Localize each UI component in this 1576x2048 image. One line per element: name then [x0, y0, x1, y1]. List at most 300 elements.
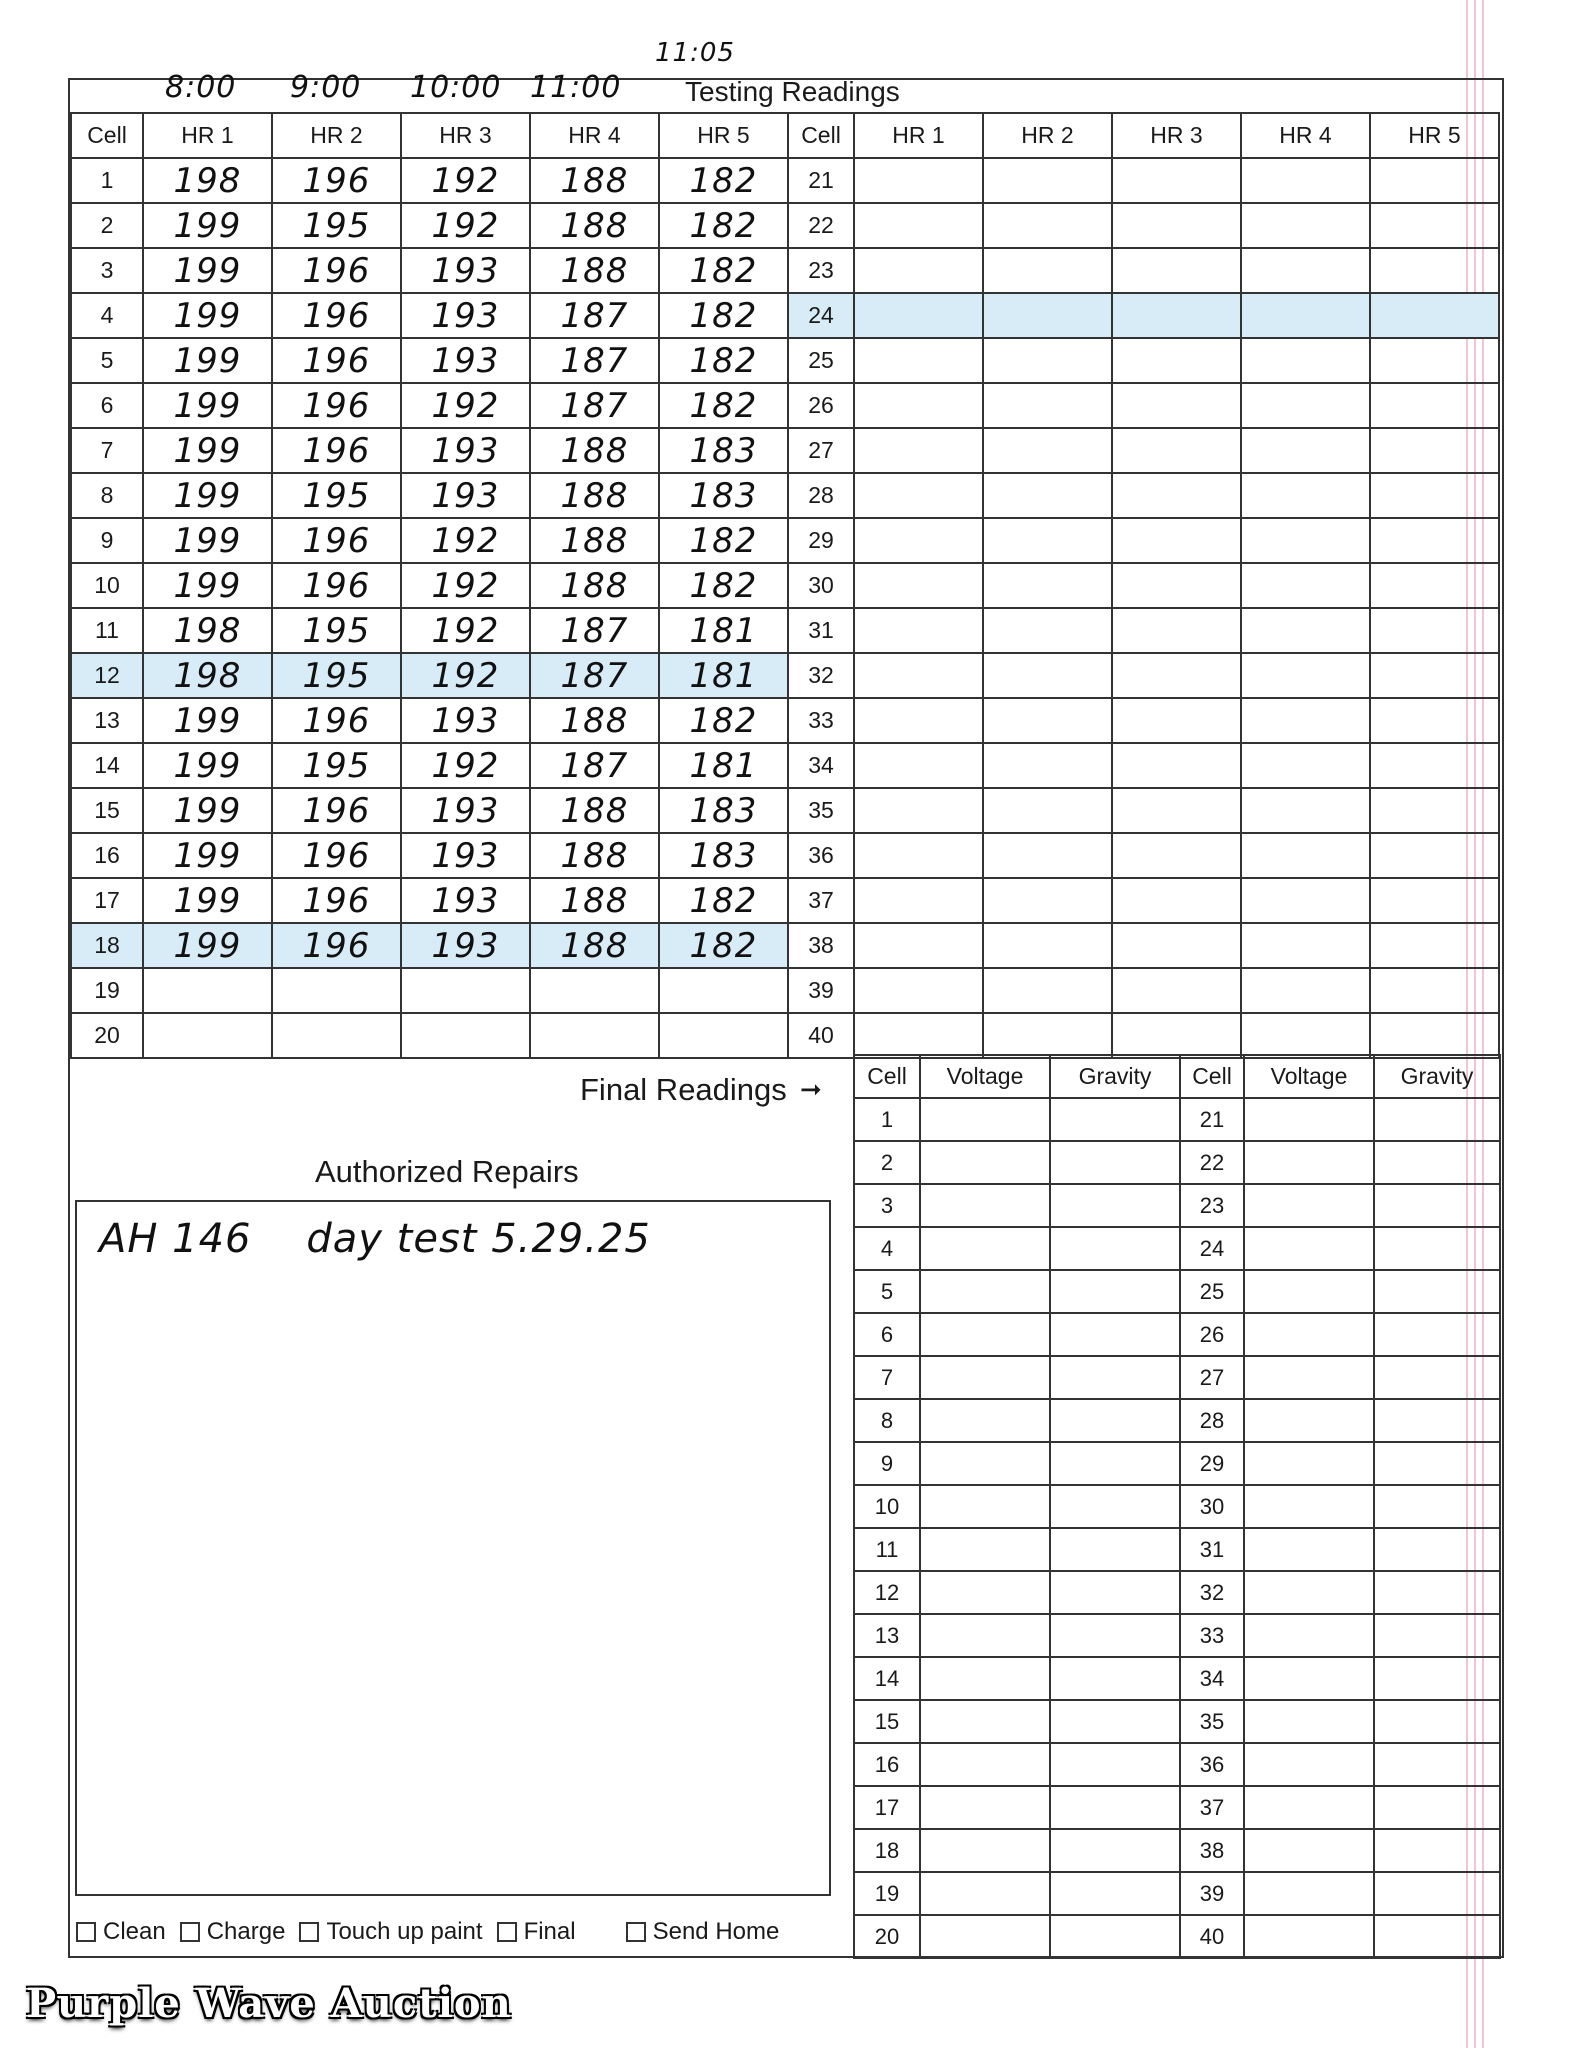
reading-cell[interactable] [854, 473, 983, 518]
gravity-cell[interactable] [1050, 1786, 1180, 1829]
gravity-cell[interactable] [1050, 1700, 1180, 1743]
reading-cell[interactable]: 182 [659, 878, 788, 923]
reading-cell[interactable]: 182 [659, 293, 788, 338]
reading-cell[interactable] [1112, 293, 1241, 338]
checkbox-final[interactable] [497, 1918, 576, 1946]
voltage-cell[interactable] [920, 1528, 1050, 1571]
voltage-cell[interactable] [1244, 1313, 1374, 1356]
reading-cell[interactable] [983, 608, 1112, 653]
voltage-cell[interactable] [1244, 1141, 1374, 1184]
reading-cell[interactable] [983, 428, 1112, 473]
reading-cell[interactable]: 199 [143, 833, 272, 878]
gravity-cell[interactable] [1374, 1915, 1500, 1958]
gravity-cell[interactable] [1050, 1872, 1180, 1915]
reading-cell[interactable]: 192 [401, 383, 530, 428]
voltage-cell[interactable] [1244, 1184, 1374, 1227]
reading-cell[interactable] [983, 473, 1112, 518]
voltage-cell[interactable] [1244, 1356, 1374, 1399]
reading-cell[interactable]: 183 [659, 833, 788, 878]
checkbox-square-icon[interactable] [626, 1922, 646, 1942]
reading-cell[interactable] [1112, 923, 1241, 968]
reading-cell[interactable] [143, 1013, 272, 1058]
reading-cell[interactable] [983, 293, 1112, 338]
reading-cell[interactable] [272, 968, 401, 1013]
voltage-cell[interactable] [1244, 1270, 1374, 1313]
reading-cell[interactable]: 188 [530, 563, 659, 608]
reading-cell[interactable]: 195 [272, 473, 401, 518]
gravity-cell[interactable] [1374, 1528, 1500, 1571]
gravity-cell[interactable] [1050, 1356, 1180, 1399]
gravity-cell[interactable] [1374, 1700, 1500, 1743]
reading-cell[interactable] [854, 1013, 983, 1058]
reading-cell[interactable] [1112, 833, 1241, 878]
gravity-cell[interactable] [1050, 1313, 1180, 1356]
reading-cell[interactable]: 196 [272, 788, 401, 833]
reading-cell[interactable]: 183 [659, 428, 788, 473]
reading-cell[interactable]: 183 [659, 788, 788, 833]
reading-cell[interactable]: 199 [143, 428, 272, 473]
reading-cell[interactable] [1112, 338, 1241, 383]
reading-cell[interactable] [1241, 473, 1370, 518]
reading-cell[interactable] [1370, 743, 1499, 788]
col-header: HR 1 [143, 113, 272, 158]
checkbox-send-home[interactable] [626, 1918, 780, 1946]
voltage-cell[interactable] [1244, 1098, 1374, 1141]
reading-cell[interactable] [1370, 248, 1499, 293]
reading-cell[interactable] [983, 338, 1112, 383]
reading-cell[interactable]: 193 [401, 923, 530, 968]
reading-cell[interactable]: 199 [143, 383, 272, 428]
reading-cell[interactable]: 198 [143, 608, 272, 653]
reading-cell[interactable] [1241, 338, 1370, 383]
reading-cell[interactable] [854, 158, 983, 203]
reading-cell[interactable]: 199 [143, 923, 272, 968]
reading-cell[interactable]: 196 [272, 428, 401, 473]
voltage-cell[interactable] [920, 1786, 1050, 1829]
gravity-cell[interactable] [1374, 1743, 1500, 1786]
gravity-cell[interactable] [1050, 1270, 1180, 1313]
reading-cell[interactable] [983, 788, 1112, 833]
voltage-cell[interactable] [920, 1571, 1050, 1614]
reading-cell[interactable] [983, 518, 1112, 563]
cell-number: 28 [788, 473, 854, 518]
reading-cell[interactable]: 187 [530, 293, 659, 338]
voltage-cell[interactable] [920, 1700, 1050, 1743]
reading-cell[interactable] [983, 653, 1112, 698]
checkbox-square-icon[interactable] [497, 1922, 517, 1942]
reading-cell[interactable] [1241, 788, 1370, 833]
checkbox-clean[interactable] [76, 1918, 166, 1946]
voltage-cell[interactable] [920, 1227, 1050, 1270]
voltage-cell[interactable] [920, 1657, 1050, 1700]
reading-cell[interactable]: 182 [659, 383, 788, 428]
reading-cell[interactable]: 196 [272, 248, 401, 293]
reading-cell[interactable]: 196 [272, 383, 401, 428]
gravity-cell[interactable] [1374, 1184, 1500, 1227]
gravity-cell[interactable] [1374, 1829, 1500, 1872]
reading-cell[interactable]: 193 [401, 833, 530, 878]
reading-cell[interactable]: 195 [272, 203, 401, 248]
gravity-cell[interactable] [1050, 1141, 1180, 1184]
voltage-cell[interactable] [920, 1184, 1050, 1227]
reading-cell[interactable]: 182 [659, 563, 788, 608]
reading-cell[interactable] [854, 338, 983, 383]
reading-cell[interactable] [1370, 563, 1499, 608]
reading-cell[interactable] [1241, 248, 1370, 293]
gravity-cell[interactable] [1050, 1657, 1180, 1700]
reading-cell[interactable]: 188 [530, 203, 659, 248]
reading-cell[interactable]: 195 [272, 743, 401, 788]
reading-cell[interactable]: 188 [530, 833, 659, 878]
gravity-cell[interactable] [1050, 1442, 1180, 1485]
reading-cell[interactable]: 193 [401, 428, 530, 473]
reading-cell[interactable]: 192 [401, 158, 530, 203]
reading-cell[interactable] [854, 968, 983, 1013]
voltage-cell[interactable] [1244, 1657, 1374, 1700]
checkbox-square-icon[interactable] [76, 1922, 96, 1942]
reading-cell[interactable]: 188 [530, 698, 659, 743]
reading-cell[interactable] [530, 968, 659, 1013]
reading-cell[interactable] [1241, 653, 1370, 698]
reading-cell[interactable]: 199 [143, 563, 272, 608]
voltage-cell[interactable] [1244, 1528, 1374, 1571]
voltage-cell[interactable] [920, 1356, 1050, 1399]
authorized-repairs-box[interactable] [75, 1200, 831, 1896]
checkbox-touch-up-paint[interactable] [299, 1918, 482, 1946]
reading-cell[interactable] [1112, 563, 1241, 608]
reading-cell[interactable] [1112, 743, 1241, 788]
reading-cell[interactable] [1370, 203, 1499, 248]
reading-cell[interactable] [1112, 248, 1241, 293]
reading-cell[interactable]: 192 [401, 608, 530, 653]
reading-cell[interactable] [1370, 833, 1499, 878]
reading-cell[interactable] [1241, 203, 1370, 248]
reading-cell[interactable] [530, 1013, 659, 1058]
checkbox-square-icon[interactable] [180, 1922, 200, 1942]
reading-cell[interactable] [1370, 923, 1499, 968]
reading-cell[interactable] [854, 698, 983, 743]
reading-cell[interactable] [983, 878, 1112, 923]
reading-cell[interactable] [1370, 878, 1499, 923]
reading-cell[interactable]: 196 [272, 293, 401, 338]
reading-cell[interactable] [854, 428, 983, 473]
gravity-cell[interactable] [1374, 1571, 1500, 1614]
reading-cell[interactable]: 182 [659, 923, 788, 968]
reading-cell[interactable] [1112, 698, 1241, 743]
voltage-cell[interactable] [1244, 1786, 1374, 1829]
reading-cell[interactable]: 188 [530, 788, 659, 833]
reading-cell[interactable] [983, 833, 1112, 878]
reading-cell[interactable] [1112, 968, 1241, 1013]
reading-cell[interactable] [854, 878, 983, 923]
gravity-cell[interactable] [1374, 1098, 1500, 1141]
reading-cell[interactable]: 192 [401, 743, 530, 788]
reading-cell[interactable]: 193 [401, 878, 530, 923]
reading-cell[interactable]: 187 [530, 743, 659, 788]
voltage-cell[interactable] [920, 1098, 1050, 1141]
reading-cell[interactable] [1241, 518, 1370, 563]
reading-cell[interactable] [1370, 338, 1499, 383]
reading-cell[interactable]: 182 [659, 518, 788, 563]
gravity-cell[interactable] [1050, 1829, 1180, 1872]
reading-cell[interactable] [854, 608, 983, 653]
reading-cell[interactable] [1370, 383, 1499, 428]
reading-cell[interactable]: 196 [272, 518, 401, 563]
voltage-cell[interactable] [920, 1829, 1050, 1872]
gravity-cell[interactable] [1050, 1743, 1180, 1786]
reading-cell[interactable] [1112, 608, 1241, 653]
reading-cell[interactable] [1370, 1013, 1499, 1058]
reading-cell[interactable] [1370, 473, 1499, 518]
reading-cell[interactable] [854, 248, 983, 293]
reading-cell[interactable] [1370, 653, 1499, 698]
reading-cell[interactable]: 193 [401, 473, 530, 518]
gravity-cell[interactable] [1050, 1915, 1180, 1958]
reading-cell[interactable] [1112, 788, 1241, 833]
voltage-cell[interactable] [920, 1270, 1050, 1313]
reading-cell[interactable] [1241, 698, 1370, 743]
reading-cell[interactable]: 181 [659, 743, 788, 788]
reading-cell[interactable]: 196 [272, 563, 401, 608]
gravity-cell[interactable] [1374, 1485, 1500, 1528]
cell-number: 38 [1180, 1829, 1244, 1872]
reading-cell[interactable]: 182 [659, 158, 788, 203]
reading-cell[interactable] [401, 1013, 530, 1058]
gravity-cell[interactable] [1050, 1184, 1180, 1227]
checkbox-square-icon[interactable] [299, 1922, 319, 1942]
reading-cell[interactable]: 199 [143, 293, 272, 338]
reading-cell[interactable] [1241, 743, 1370, 788]
gravity-cell[interactable] [1374, 1786, 1500, 1829]
gravity-cell[interactable] [1374, 1657, 1500, 1700]
cell-number: 20 [71, 1013, 143, 1058]
reading-cell[interactable]: 199 [143, 338, 272, 383]
reading-cell[interactable] [983, 383, 1112, 428]
reading-cell[interactable]: 187 [530, 608, 659, 653]
table-row [71, 518, 1499, 563]
reading-cell[interactable]: 187 [530, 338, 659, 383]
reading-cell[interactable]: 196 [272, 923, 401, 968]
gravity-cell[interactable] [1050, 1571, 1180, 1614]
reading-cell[interactable] [983, 698, 1112, 743]
gravity-cell[interactable] [1050, 1614, 1180, 1657]
cell-number: 37 [788, 878, 854, 923]
reading-cell[interactable]: 188 [530, 473, 659, 518]
gravity-cell[interactable] [1374, 1356, 1500, 1399]
reading-cell[interactable]: 182 [659, 248, 788, 293]
reading-cell[interactable]: 195 [272, 653, 401, 698]
gravity-cell[interactable] [1374, 1399, 1500, 1442]
reading-cell[interactable] [1112, 1013, 1241, 1058]
gravity-cell[interactable] [1050, 1485, 1180, 1528]
reading-cell[interactable] [1370, 158, 1499, 203]
reading-cell[interactable] [1241, 968, 1370, 1013]
reading-cell[interactable] [1241, 1013, 1370, 1058]
reading-cell[interactable]: 198 [143, 158, 272, 203]
reading-cell[interactable] [143, 968, 272, 1013]
voltage-cell[interactable] [920, 1442, 1050, 1485]
reading-cell[interactable]: 188 [530, 158, 659, 203]
reading-cell[interactable]: 198 [143, 653, 272, 698]
reading-cell[interactable] [1241, 428, 1370, 473]
reading-cell[interactable]: 188 [530, 248, 659, 293]
reading-cell[interactable] [1241, 878, 1370, 923]
gravity-cell[interactable] [1050, 1098, 1180, 1141]
reading-cell[interactable]: 199 [143, 788, 272, 833]
reading-cell[interactable]: 199 [143, 698, 272, 743]
reading-cell[interactable] [854, 518, 983, 563]
reading-cell[interactable]: 182 [659, 338, 788, 383]
gravity-cell[interactable] [1374, 1442, 1500, 1485]
gravity-cell[interactable] [1374, 1227, 1500, 1270]
reading-cell[interactable] [1370, 788, 1499, 833]
voltage-cell[interactable] [920, 1141, 1050, 1184]
gravity-cell[interactable] [1374, 1270, 1500, 1313]
voltage-cell[interactable] [1244, 1227, 1374, 1270]
reading-cell[interactable] [1112, 203, 1241, 248]
gravity-cell[interactable] [1374, 1313, 1500, 1356]
reading-cell[interactable]: 192 [401, 518, 530, 563]
reading-cell[interactable] [1112, 518, 1241, 563]
reading-cell[interactable]: 193 [401, 293, 530, 338]
reading-cell[interactable] [401, 968, 530, 1013]
voltage-cell[interactable] [920, 1399, 1050, 1442]
voltage-cell[interactable] [920, 1485, 1050, 1528]
reading-cell[interactable]: 195 [272, 608, 401, 653]
checkbox-charge[interactable] [180, 1918, 286, 1946]
reading-cell[interactable] [854, 833, 983, 878]
reading-cell[interactable] [983, 743, 1112, 788]
reading-cell[interactable] [854, 788, 983, 833]
voltage-cell[interactable] [1244, 1700, 1374, 1743]
voltage-cell[interactable] [1244, 1442, 1374, 1485]
reading-cell[interactable]: 188 [530, 428, 659, 473]
gravity-cell[interactable] [1374, 1614, 1500, 1657]
voltage-cell[interactable] [920, 1915, 1050, 1958]
voltage-cell[interactable] [920, 1743, 1050, 1786]
reading-cell[interactable]: 188 [530, 878, 659, 923]
reading-cell[interactable] [983, 248, 1112, 293]
reading-cell[interactable]: 181 [659, 653, 788, 698]
reading-cell[interactable]: 199 [143, 743, 272, 788]
reading-cell[interactable] [1241, 833, 1370, 878]
reading-cell[interactable]: 199 [143, 878, 272, 923]
reading-cell[interactable]: 182 [659, 698, 788, 743]
reading-cell[interactable] [272, 1013, 401, 1058]
reading-cell[interactable] [983, 203, 1112, 248]
reading-cell[interactable] [1241, 608, 1370, 653]
reading-cell[interactable]: 181 [659, 608, 788, 653]
voltage-cell[interactable] [1244, 1399, 1374, 1442]
col-header: Gravity [1374, 1055, 1500, 1098]
reading-cell[interactable]: 183 [659, 473, 788, 518]
reading-cell[interactable] [1370, 518, 1499, 563]
reading-cell[interactable]: 193 [401, 788, 530, 833]
reading-cell[interactable] [983, 968, 1112, 1013]
reading-cell[interactable] [1241, 158, 1370, 203]
voltage-cell[interactable] [1244, 1829, 1374, 1872]
gravity-cell[interactable] [1374, 1872, 1500, 1915]
reading-cell[interactable] [1370, 698, 1499, 743]
voltage-cell[interactable] [1244, 1872, 1374, 1915]
reading-cell[interactable] [1112, 158, 1241, 203]
reading-cell[interactable] [854, 203, 983, 248]
reading-cell[interactable] [1370, 968, 1499, 1013]
reading-cell[interactable] [1112, 428, 1241, 473]
reading-cell[interactable]: 193 [401, 248, 530, 293]
reading-cell[interactable]: 199 [143, 248, 272, 293]
reading-cell[interactable] [1370, 293, 1499, 338]
reading-cell[interactable] [1112, 473, 1241, 518]
reading-cell[interactable] [854, 743, 983, 788]
reading-cell[interactable] [1370, 428, 1499, 473]
gravity-cell[interactable] [1050, 1227, 1180, 1270]
reading-cell[interactable] [854, 383, 983, 428]
reading-cell[interactable]: 187 [530, 383, 659, 428]
reading-cell[interactable] [983, 923, 1112, 968]
reading-cell[interactable] [983, 563, 1112, 608]
reading-cell[interactable]: 192 [401, 203, 530, 248]
voltage-cell[interactable] [920, 1313, 1050, 1356]
reading-cell[interactable]: 192 [401, 653, 530, 698]
reading-cell[interactable] [854, 293, 983, 338]
voltage-cell[interactable] [1244, 1915, 1374, 1958]
reading-cell[interactable]: 192 [401, 563, 530, 608]
gravity-cell[interactable] [1050, 1399, 1180, 1442]
reading-cell[interactable]: 187 [530, 653, 659, 698]
reading-cell[interactable]: 196 [272, 158, 401, 203]
reading-cell[interactable]: 196 [272, 833, 401, 878]
reading-cell[interactable]: 196 [272, 878, 401, 923]
reading-cell[interactable] [1112, 878, 1241, 923]
reading-cell[interactable]: 199 [143, 473, 272, 518]
reading-cell[interactable] [983, 158, 1112, 203]
reading-cell[interactable]: 188 [530, 923, 659, 968]
gravity-cell[interactable] [1374, 1141, 1500, 1184]
final-header-row [854, 1055, 1500, 1098]
reading-cell[interactable]: 182 [659, 203, 788, 248]
reading-cell[interactable] [1241, 923, 1370, 968]
voltage-cell[interactable] [920, 1614, 1050, 1657]
reading-cell[interactable] [659, 968, 788, 1013]
reading-cell[interactable]: 193 [401, 698, 530, 743]
gravity-cell[interactable] [1050, 1528, 1180, 1571]
reading-cell[interactable] [1370, 608, 1499, 653]
voltage-cell[interactable] [1244, 1614, 1374, 1657]
reading-cell[interactable] [854, 653, 983, 698]
reading-cell[interactable]: 193 [401, 338, 530, 383]
reading-cell[interactable] [983, 1013, 1112, 1058]
reading-cell[interactable] [1241, 563, 1370, 608]
reading-cell[interactable]: 199 [143, 203, 272, 248]
reading-cell[interactable] [1241, 383, 1370, 428]
voltage-cell[interactable] [920, 1872, 1050, 1915]
reading-cell[interactable]: 188 [530, 518, 659, 563]
reading-cell[interactable]: 196 [272, 698, 401, 743]
reading-cell[interactable] [854, 923, 983, 968]
reading-cell[interactable] [1112, 383, 1241, 428]
voltage-cell[interactable] [1244, 1571, 1374, 1614]
reading-cell[interactable] [1112, 653, 1241, 698]
reading-cell[interactable] [1241, 293, 1370, 338]
reading-cell[interactable]: 196 [272, 338, 401, 383]
reading-cell[interactable]: 199 [143, 518, 272, 563]
reading-cell[interactable] [854, 563, 983, 608]
reading-cell[interactable] [659, 1013, 788, 1058]
voltage-cell[interactable] [1244, 1743, 1374, 1786]
voltage-cell[interactable] [1244, 1485, 1374, 1528]
col-header: Voltage [920, 1055, 1050, 1098]
